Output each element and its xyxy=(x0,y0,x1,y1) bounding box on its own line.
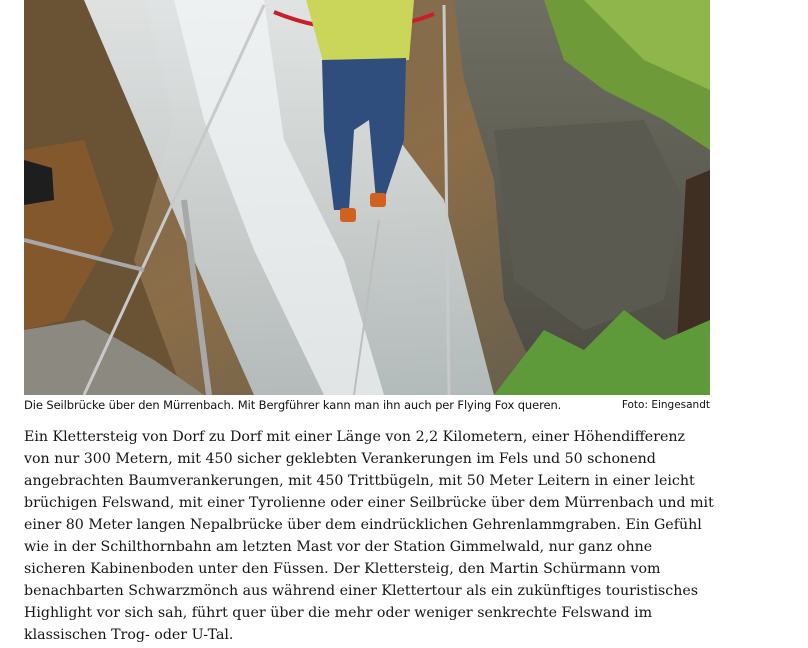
photo-caption-row xyxy=(24,396,710,414)
photo-credit: Foto: Eingesandt xyxy=(621,399,710,411)
article-body: Ein Klettersteig von Dorf zu Dorf mit einer Länge von 2,2 Kilometern, einer Höhendifferenz von nur 300 Metern, mit 450 sicher geklebten Verankerungen im Fels und 50 schonend angebrachten Baumverankerungen, mit 450 Trittbügeln, mit 50 Meter Leitern in einer leicht brüchigen Felswand, mit einer Tyrolienne oder einer Seilbrücke über dem Mürrenbach und mit einer 80 Meter langen Nepalbrücke über dem eindrücklichen Gehrenlammgraben. Ein Gefühl wie in der Schilthornbahn am letzten Mast vor der Station Gimmelwald, nur ganz ohne sicheren Kabinenboden unter den Füssen. Der Klettersteig, den Martin Schürmann vom benachbarten Schwarzmönch aus während einer Klettertour als ein zukünftiges touristisches Highlight vor sich sah, führt quer über die mehr oder weniger senkrechte Felswand im klassischen Trog- oder U-Tal. xyxy=(24,429,714,643)
article-photo xyxy=(24,0,710,395)
waterfall-bridge-illustration xyxy=(24,0,710,395)
photo-caption: Die Seilbrücke über den Mürrenbach. Mit Bergführer kann man ihn auch per Flying Fox queren. xyxy=(24,398,562,412)
